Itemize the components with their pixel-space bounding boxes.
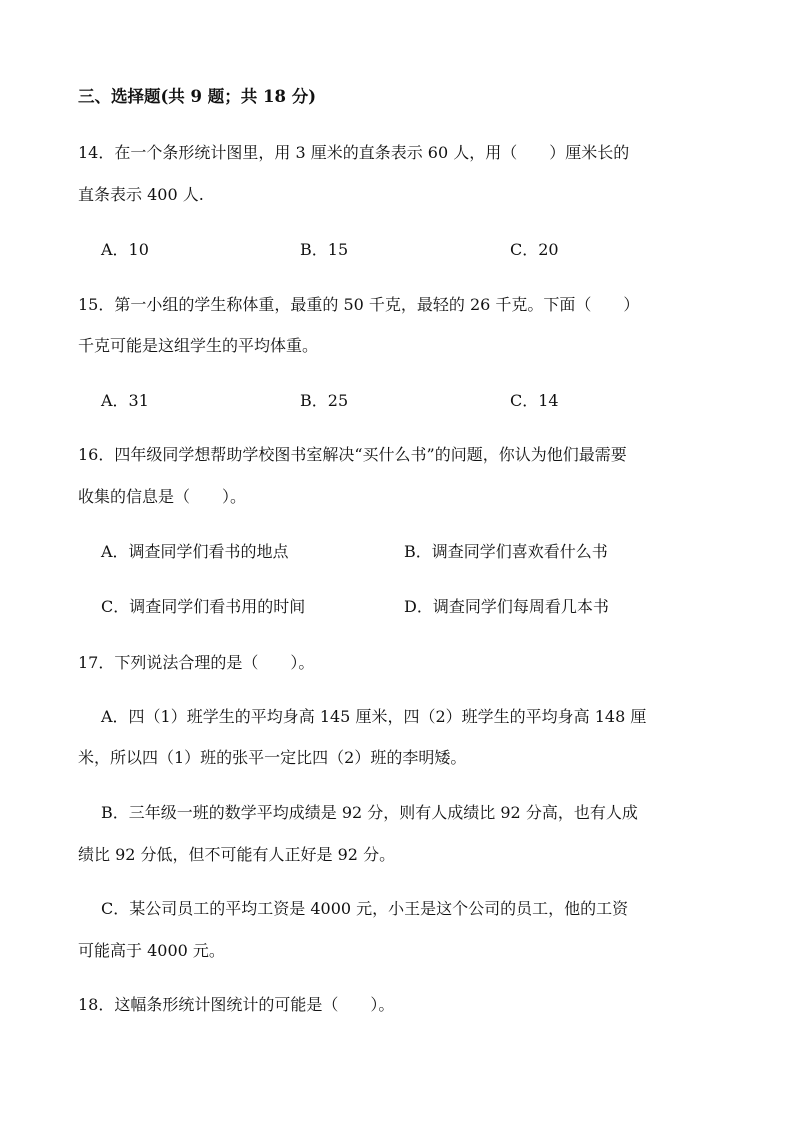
q17-option-c-line2: 可能高于 4000 元。: [78, 941, 225, 960]
q16-option-c: C．调查同学们看书用的时间: [101, 597, 306, 616]
q16-option-d: D．调查同学们每周看几本书: [404, 597, 609, 616]
q14-option-c: C．20: [510, 240, 559, 259]
q16-option-a: A．调查同学们看书的地点: [101, 542, 289, 561]
q17-option-a-line2: 米，所以四（1）班的张平一定比四（2）班的李明矮。: [78, 748, 467, 767]
q16-text-line1: 16．四年级同学想帮助学校图书室解决“买什么书”的问题，你认为他们最需要: [78, 445, 627, 464]
section-title: 三、选择题(共 9 题；共 18 分): [78, 87, 317, 106]
q14-option-b: B．15: [300, 240, 349, 259]
q15-text-line1: 15．第一小组的学生称体重，最重的 50 千克，最轻的 26 千克。下面（ ）: [78, 295, 640, 314]
q16-option-b: B．调查同学们喜欢看什么书: [404, 542, 608, 561]
q17-option-a-line1: A．四（1）班学生的平均身高 145 厘米，四（2）班学生的平均身高 148 厘: [101, 707, 647, 726]
q15-option-c: C．14: [510, 391, 559, 410]
q14-option-a: A．10: [101, 240, 149, 259]
q16-text-line2: 收集的信息是（ ）。: [78, 487, 247, 506]
q17-text-line1: 17．下列说法合理的是（ ）。: [78, 653, 315, 672]
q15-option-b: B．25: [300, 391, 349, 410]
q14-text-line1: 14．在一个条形统计图里，用 3 厘米的直条表示 60 人，用（ ）厘米长的: [78, 143, 630, 162]
q15-text-line2: 千克可能是这组学生的平均体重。: [78, 336, 319, 355]
q14-text-line2: 直条表示 400 人.: [78, 185, 204, 204]
q18-text-line1: 18．这幅条形统计图统计的可能是（ ）。: [78, 995, 395, 1014]
q17-option-b-line1: B．三年级一班的数学平均成绩是 92 分，则有人成绩比 92 分高，也有人成: [101, 803, 638, 822]
q17-option-b-line2: 绩比 92 分低，但不可能有人正好是 92 分。: [78, 845, 396, 864]
q15-option-a: A．31: [101, 391, 149, 410]
q17-option-c-line1: C．某公司员工的平均工资是 4000 元，小王是这个公司的员工，他的工资: [101, 899, 629, 918]
